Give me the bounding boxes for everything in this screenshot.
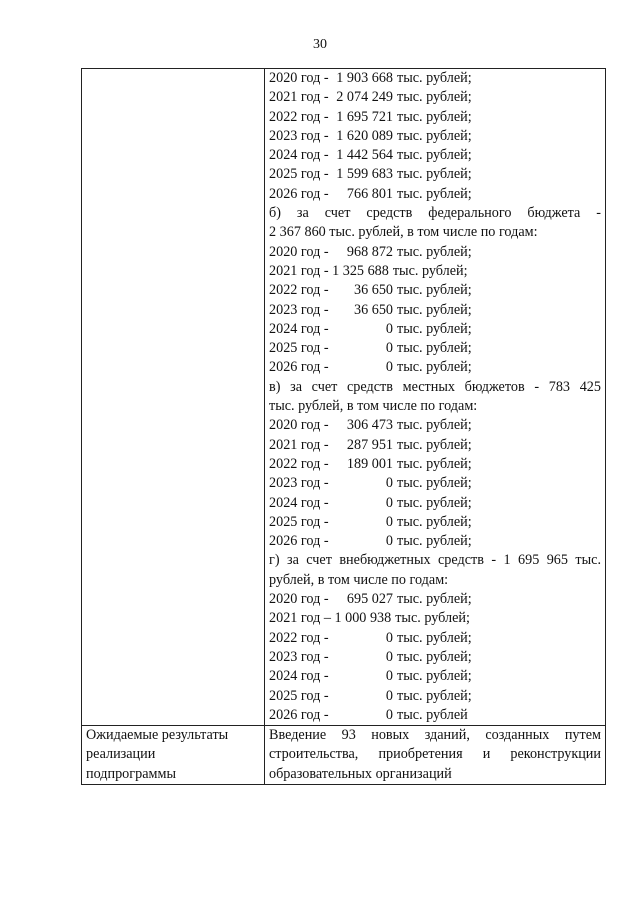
funding-year-line — [269, 706, 601, 725]
results-label-line: Ожидаемые результаты — [86, 727, 229, 744]
unit-label: тыс. рублей; — [397, 475, 472, 492]
unit-label: тыс. рублей; — [397, 629, 472, 646]
unit-label: тыс. рублей; — [397, 185, 472, 202]
year-label: 2023 год - — [269, 475, 329, 492]
federal-funding-lines — [269, 243, 601, 378]
unit-label: тыс. рублей; — [397, 127, 472, 144]
results-text-line: образовательных организаций — [269, 765, 452, 782]
amount-value: 1 903 668 — [336, 70, 393, 86]
unit-label: тыс. рублей; — [397, 591, 472, 608]
amount-value: 0 — [385, 475, 393, 492]
amount-value: 766 801 — [346, 185, 393, 202]
funding-year-line — [269, 69, 601, 88]
funding-year-line — [269, 455, 601, 474]
funding-cell — [265, 69, 606, 726]
extra-budget-funding-lines — [269, 590, 601, 725]
funding-row — [82, 69, 606, 726]
amount-value: 1 620 089 — [336, 127, 393, 144]
results-label-cell — [82, 726, 265, 785]
amount-value: 968 872 — [346, 243, 393, 260]
funding-total-lines — [269, 69, 601, 204]
extra-budget-heading-line-1: г) за счет внебюджетных средств - 1 695 965 тыс. — [269, 552, 601, 569]
amount-value: 2 074 249 — [336, 89, 393, 106]
amount-value: 0 — [385, 494, 393, 511]
unit-label: тыс. рублей; — [397, 166, 472, 183]
year-label: 2026 год - — [269, 706, 329, 723]
unit-label: тыс. рублей; — [397, 147, 472, 164]
funding-year-line — [269, 629, 601, 648]
results-row — [82, 726, 606, 785]
unit-label: тыс. рублей; — [397, 89, 472, 106]
results-text-line: строительства, приобретения и реконструкции — [269, 746, 601, 763]
local-heading-line-2: тыс. рублей, в том числе по годам: — [269, 398, 478, 415]
funding-year-line — [269, 339, 601, 358]
year-label: 2022 год - — [269, 455, 329, 472]
year-label: 2021 год - — [269, 89, 329, 106]
year-label: 2025 год - — [269, 166, 329, 183]
funding-year-line — [269, 301, 601, 320]
funding-year-line — [269, 185, 601, 204]
funding-label-cell — [82, 69, 265, 726]
local-funding-lines — [269, 416, 601, 551]
unit-label: тыс. рублей — [397, 706, 468, 723]
unit-label: тыс. рублей; — [397, 687, 472, 704]
funding-year-line — [269, 165, 601, 184]
unit-label: тыс. рублей; — [397, 668, 472, 685]
results-label-line: реализации — [86, 746, 156, 763]
year-label: 2025 год - — [269, 340, 329, 357]
funding-year-line — [269, 243, 601, 262]
unit-label: тыс. рублей; — [397, 417, 472, 434]
funding-year-line — [269, 513, 601, 532]
results-text-cell — [265, 726, 606, 785]
unit-label: тыс. рублей; — [392, 262, 468, 279]
year-label: 2021 год - — [269, 436, 329, 453]
subprogram-passport-table — [81, 68, 606, 785]
local-heading-line-1: в) за счет средств местных бюджетов - 783 425 — [269, 378, 601, 395]
funding-year-line — [269, 436, 601, 455]
federal-heading-line-1: б) за счет средств федерального бюджета - — [269, 205, 601, 222]
year-label: 2025 год - — [269, 687, 329, 704]
year-label: 2024 год - — [269, 668, 329, 685]
results-text-line: Введение 93 новых зданий, созданных путем — [269, 727, 601, 744]
year-label: 2023 год - — [269, 648, 329, 665]
funding-year-line — [269, 320, 601, 339]
unit-label: тыс. рублей; — [397, 359, 472, 376]
amount-value: 36 650 — [353, 301, 393, 318]
amount-value: 0 — [385, 629, 393, 646]
funding-year-line — [269, 494, 601, 513]
amount-value: 695 027 — [346, 591, 393, 608]
year-label: 2026 год - — [269, 185, 329, 202]
year-label: 2024 год - — [269, 320, 329, 337]
funding-year-line — [269, 532, 601, 551]
page-number: 30 — [313, 37, 327, 52]
amount-value: 1 695 721 — [336, 108, 393, 125]
funding-year-line — [269, 474, 601, 493]
unit-label: тыс. рублей; — [397, 648, 472, 665]
amount-value: 189 001 — [346, 455, 393, 472]
year-label: 2020 год - — [269, 591, 329, 608]
year-label: 2020 год - — [269, 70, 329, 86]
amount-value: 0 — [385, 340, 393, 357]
amount-value: 1 599 683 — [336, 166, 393, 183]
funding-year-line — [269, 281, 601, 300]
amount-value: 0 — [385, 648, 393, 665]
funding-year-line — [269, 590, 601, 609]
unit-label: тыс. рублей; — [397, 243, 472, 260]
unit-label: тыс. рублей; — [397, 108, 472, 125]
funding-year-line — [269, 416, 601, 435]
extra-budget-heading-line-2: рублей, в том числе по годам: — [269, 571, 449, 588]
unit-label: тыс. рублей; — [397, 494, 472, 511]
amount-value: 0 — [385, 359, 393, 376]
year-label: 2023 год - — [269, 127, 329, 144]
year-label: 2024 год - — [269, 147, 329, 164]
amount-value: 306 473 — [346, 417, 393, 434]
results-label-line: подпрограммы — [86, 765, 176, 782]
unit-label: тыс. рублей; — [397, 301, 472, 318]
amount-value: 0 — [385, 706, 393, 723]
year-label: 2022 год - — [269, 629, 329, 646]
funding-year-line — [269, 609, 601, 628]
year-label: 2022 год - — [269, 282, 329, 299]
funding-year-line — [269, 127, 601, 146]
unit-label: тыс. рублей; — [397, 320, 472, 337]
year-label: 2022 год - — [269, 108, 329, 125]
funding-year-line — [269, 687, 601, 706]
amount-value: 0 — [385, 687, 393, 704]
unit-label: тыс. рублей; — [395, 610, 470, 627]
funding-year-line — [269, 88, 601, 107]
unit-label: тыс. рублей; — [397, 70, 472, 86]
amount-value: 0 — [385, 513, 393, 530]
year-label: 2020 год - — [269, 243, 329, 260]
unit-label: тыс. рублей; — [397, 513, 472, 530]
year-label: 2025 год - — [269, 513, 329, 530]
year-label: 2021 год - 1 325 688 — [269, 262, 389, 279]
funding-year-line — [269, 146, 601, 165]
funding-year-line — [269, 648, 601, 667]
unit-label: тыс. рублей; — [397, 436, 472, 453]
amount-value: 0 — [385, 668, 393, 685]
year-label: 2024 год - — [269, 494, 329, 511]
funding-year-line — [269, 262, 601, 281]
amount-value: 36 650 — [353, 282, 393, 299]
funding-year-line — [269, 667, 601, 686]
amount-value: 0 — [385, 533, 393, 550]
amount-value: 1 442 564 — [336, 147, 393, 164]
federal-heading-line-2: 2 367 860 тыс. рублей, в том числе по годам: — [269, 224, 538, 241]
amount-value: 0 — [385, 320, 393, 337]
funding-year-line — [269, 108, 601, 127]
year-label: 2020 год - — [269, 417, 329, 434]
year-label: 2021 год – 1 000 938 — [269, 610, 392, 627]
unit-label: тыс. рублей; — [397, 533, 472, 550]
amount-value: 287 951 — [346, 436, 393, 453]
year-label: 2026 год - — [269, 359, 329, 376]
year-label: 2023 год - — [269, 301, 329, 318]
unit-label: тыс. рублей; — [397, 455, 472, 472]
unit-label: тыс. рублей; — [397, 282, 472, 299]
year-label: 2026 год - — [269, 533, 329, 550]
funding-year-line — [269, 358, 601, 377]
unit-label: тыс. рублей; — [397, 340, 472, 357]
